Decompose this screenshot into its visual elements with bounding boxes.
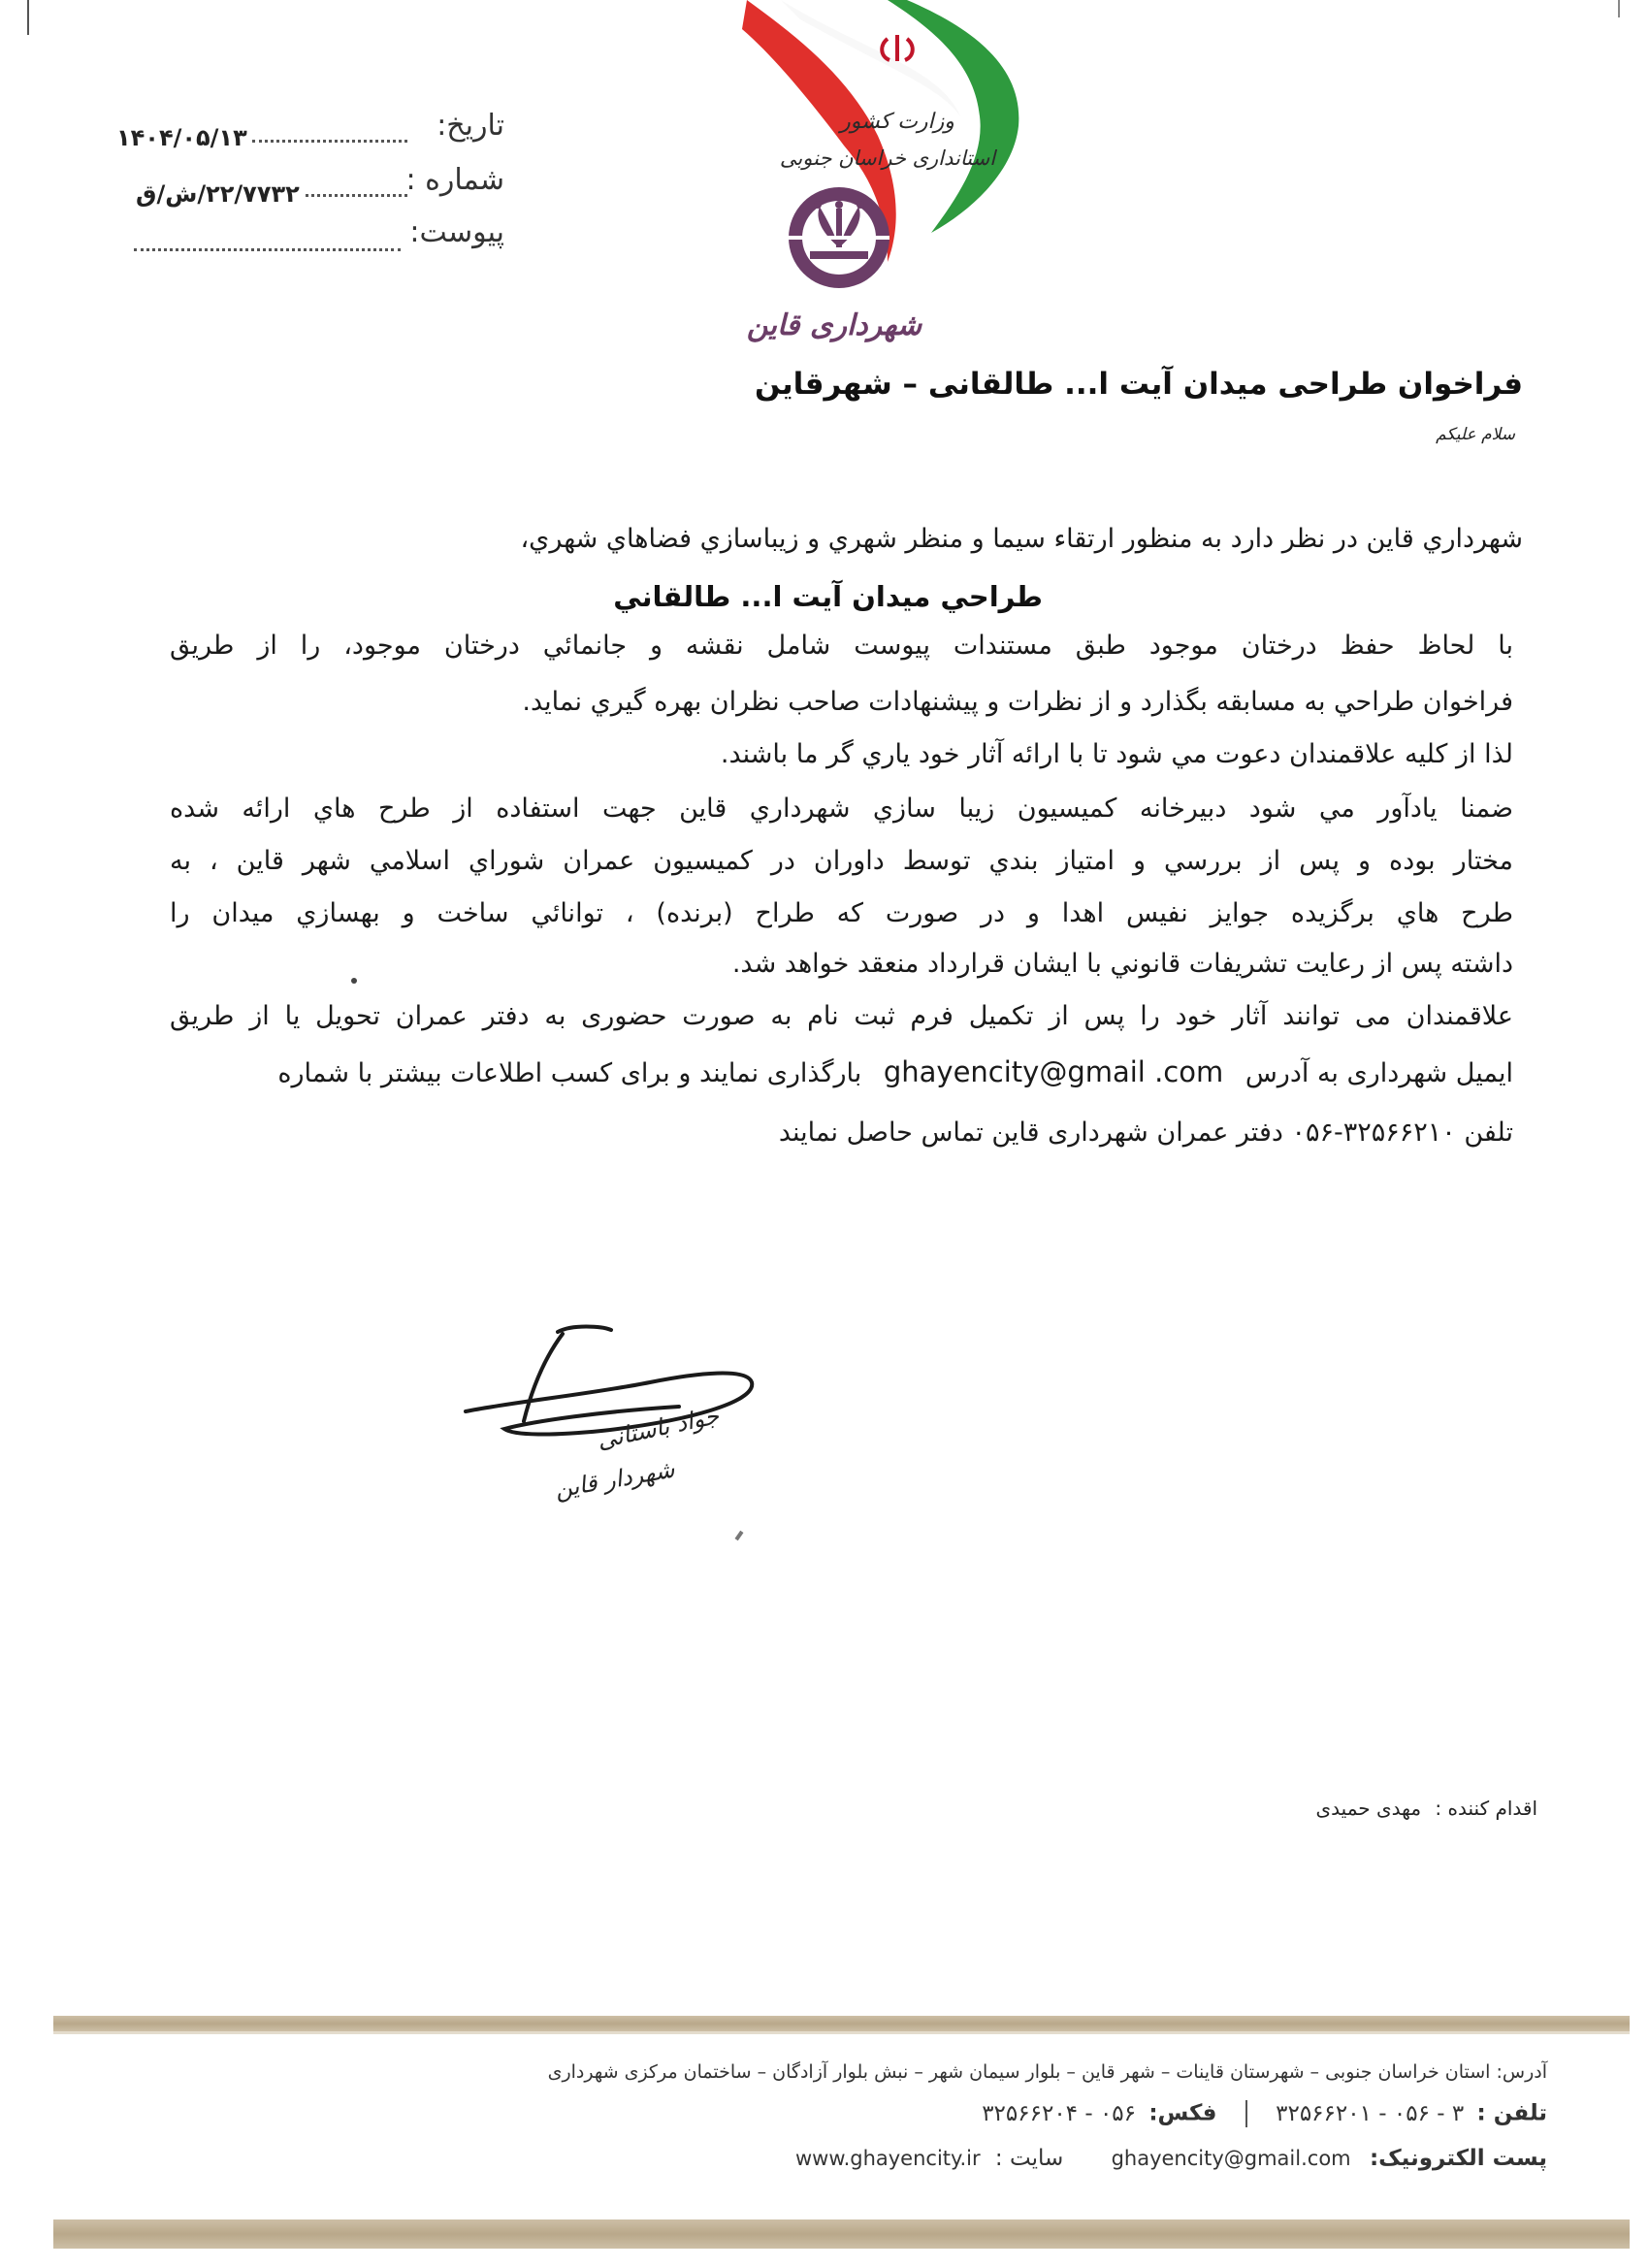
phone-label: تلفن : (1476, 2100, 1547, 2126)
p2-line-1: ضمنا يادآور مي شود دبيرخانه كميسيون زيبا سازي شهرداري قاين جهت استفاده از طرح هاي ارائه شده (170, 794, 1513, 824)
p3-line-2-end: بارگذاری نمایند و برای کسب اطلاعات بیشتر با شماره (277, 1058, 862, 1088)
municipality-name-text: شهرداری قاین (746, 308, 922, 342)
scan-edge-line-right (1618, 0, 1620, 17)
ministry-text: وزارت کشور (840, 110, 954, 134)
attachment-dots (134, 248, 401, 251)
acting-label: اقدام کننده : (1435, 1797, 1537, 1820)
date-value: ۱۴۰۴/۰۵/۱۳ (116, 124, 247, 151)
attachment-label: پیوست: (409, 215, 504, 249)
p2-line-3: طرح هاي برگزيده جوايز نفيس اهدا و در صورت كه طراح (برنده) ، توانائي ساخت و بهسازي ميدان را (170, 898, 1513, 928)
signatory-position: شهردار قاین (552, 1455, 677, 1504)
footer-top-band-shadow (53, 2031, 1630, 2034)
site-label: سایت : (994, 2146, 1064, 2171)
p2-line-4: داشته پس از رعايت تشريفات قانوني با ايشان قرارداد منعقد خواهد شد. (731, 949, 1513, 979)
letter-title: فراخوان طراحی میدان آیت ا... طالقانی – شهرقاین (755, 367, 1523, 402)
scan-speck (734, 1531, 743, 1540)
date-label: تاریخ: (436, 109, 504, 143)
fax-value: ۰۵۶ - ۳۲۵۶۶۲۰۴ (982, 2100, 1137, 2126)
footer-email-site (795, 2146, 1547, 2171)
signature-mark (456, 1314, 776, 1508)
subject-line: طراحي ميدان آيت ا... طالقاني (613, 580, 1043, 613)
acting-person (1316, 1797, 1538, 1820)
p3-line-2-start: ایمیل شهرداری به آدرس (1245, 1058, 1513, 1088)
footer-top-band (53, 2016, 1630, 2031)
municipality-logo-icon (789, 187, 889, 288)
acting-name: مهدی حمیدی (1315, 1797, 1422, 1820)
intro-line: شهرداري قاين در نظر دارد به منظور ارتقاء سيما و منظر شهري و زيباسازي فضاهاي شهري، (520, 524, 1523, 554)
scan-speck (351, 978, 357, 984)
date-dots (252, 140, 407, 143)
salutation: سلام علیکم (1436, 425, 1515, 444)
municipality-emblem (742, 0, 1052, 364)
email-label: پست الکترونیک: (1369, 2146, 1547, 2171)
p1-line-2: فراخوان طراحي به مسابقه بگذارد و از نظرات و پيشنهادات صاحب نظران بهره گيري نمايد. (522, 687, 1513, 717)
footer-bottom-band (53, 2219, 1630, 2249)
p3-line-1: علاقمندان می توانند آثار خود را پس از تکمیل فرم ثبت نام به صورت حضوری به دفتر عمران تحویل یا از طریق (170, 1001, 1513, 1031)
province-office-text: استانداری خراسان جنوبی (779, 146, 996, 170)
p3-line-2 (277, 1055, 1513, 1088)
p1-line-3: لذا از كليه علاقمندان دعوت مي شود تا با ارائه آثار خود ياري گر ما باشند. (720, 739, 1513, 769)
fax-label: فکس: (1148, 2100, 1217, 2126)
contact-email[interactable]: ghayencity@gmail .com (883, 1055, 1224, 1088)
scan-edge-line (27, 0, 29, 35)
p2-line-2: مختار بوده و پس از بررسي و امتياز بندي توسط داوران در كميسيون عمران شوراي اسلامي شهر قاين ، به (170, 846, 1513, 876)
footer-separator (1245, 2100, 1247, 2127)
footer-address: آدرس: استان خراسان جنوبی – شهرستان قاینات – شهر قاین – بلوار سیمان شهر – نبش بلوار آزادگان – ساختمان مرکزی شهرداری (547, 2061, 1547, 2083)
phone-value: ۳ - ۰۵۶ - ۳۲۵۶۶۲۰۱ (1276, 2100, 1465, 2126)
iran-emblem-icon (882, 35, 913, 61)
number-label: شماره : (405, 163, 504, 197)
footer-phone-fax (982, 2100, 1547, 2127)
p1-line-1: با لحاظ حفظ درختان موجود طبق مستندات پيوست شامل نقشه و جانمائي درختان موجود، را از طريق (170, 631, 1513, 661)
p3-line-3: تلفن ۳۲۵۶۶۲۱۰-۰۵۶ دفتر عمران شهرداری قاین تماس حاصل نمایند (778, 1118, 1513, 1148)
number-value: ۲۲/۷۷۳۲/ش/ق (136, 180, 300, 208)
signatory-name: جواد باستانی (595, 1402, 722, 1455)
number-dots (306, 194, 407, 197)
footer-site[interactable]: www.ghayencity.ir (794, 2147, 981, 2170)
footer-email[interactable]: ghayencity@gmail.com (1111, 2147, 1351, 2170)
